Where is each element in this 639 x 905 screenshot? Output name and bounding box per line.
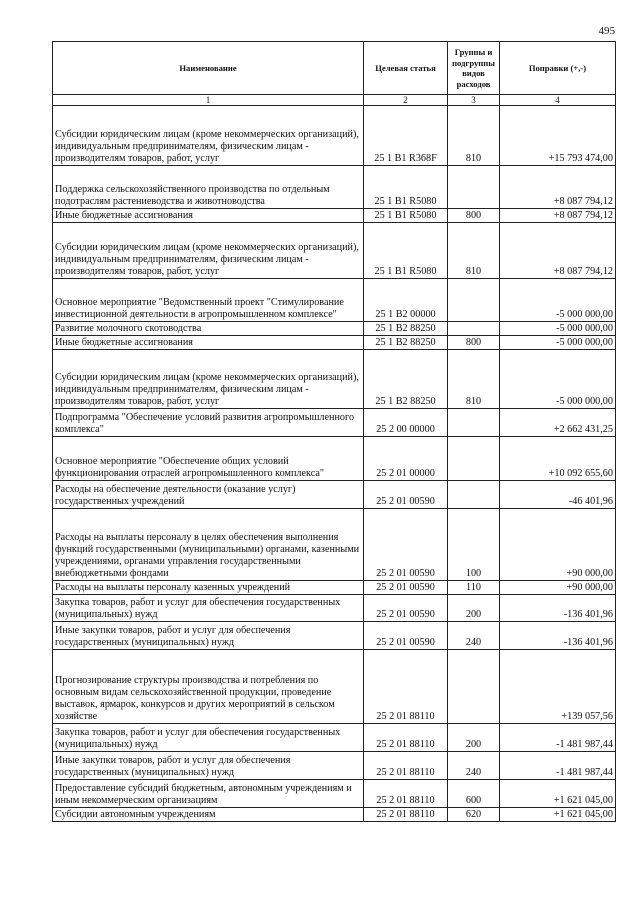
row-amount: +8 087 794,12 [500, 166, 616, 209]
row-amount: +8 087 794,12 [500, 209, 616, 223]
row-code: 25 2 01 00590 [364, 622, 448, 650]
table-row [53, 336, 616, 350]
table-row [53, 409, 616, 437]
row-name: Закупка товаров, работ и услуг для обеспечения государственных (муниципальных) нужд [53, 724, 364, 752]
row-name: Основное мероприятие "Ведомственный проект "Стимулирование инвестиционной деятельности в агропромышленном комплексе" [53, 279, 364, 322]
row-code: 25 1 B2 88250 [364, 336, 448, 350]
row-amount: +139 057,56 [500, 650, 616, 724]
row-amount: -46 401,96 [500, 481, 616, 509]
header-group: Группы и подгруппы видов расходов [448, 42, 500, 95]
table-row [53, 509, 616, 581]
table-row [53, 780, 616, 808]
table-row [53, 106, 616, 166]
row-name: Расходы на обеспечение деятельности (оказание услуг) государственных учреждений [53, 481, 364, 509]
row-name: Расходы на выплаты персоналу в целях обеспечения выполнения функций государственными (муниципальными) органами, казенными учреждениями, органами управления государственными внебюджетными фондами [53, 509, 364, 581]
column-number: 1 [53, 95, 364, 106]
row-name: Иные бюджетные ассигнования [53, 336, 364, 350]
row-amount: -136 401,96 [500, 622, 616, 650]
row-amount: +90 000,00 [500, 509, 616, 581]
row-name: Основное мероприятие "Обеспечение общих условий функционирования отраслей агропромышленного комплекса" [53, 437, 364, 481]
row-name: Поддержка сельскохозяйственного производства по отдельным подотраслям растениеводства и животноводства [53, 166, 364, 209]
row-name: Субсидии автономным учреждениям [53, 808, 364, 822]
row-code: 25 1 B1 R368F [364, 106, 448, 166]
row-amount: +90 000,00 [500, 581, 616, 595]
row-name: Развитие молочного скотоводства [53, 322, 364, 336]
row-code: 25 2 01 00590 [364, 509, 448, 581]
row-name: Закупка товаров, работ и услуг для обеспечения государственных (муниципальных) нужд [53, 595, 364, 622]
row-group: 200 [448, 724, 500, 752]
table-row [53, 350, 616, 409]
table-row [53, 622, 616, 650]
row-code: 25 2 00 00000 [364, 409, 448, 437]
row-code: 25 2 01 88110 [364, 780, 448, 808]
row-name: Иные закупки товаров, работ и услуг для обеспечения государственных (муниципальных) нужд [53, 752, 364, 780]
row-amount: +8 087 794,12 [500, 223, 616, 279]
header-name: Наименование [53, 42, 364, 95]
row-group: 810 [448, 350, 500, 409]
table-row [53, 437, 616, 481]
row-group: 100 [448, 509, 500, 581]
budget-amendments-table [52, 41, 616, 822]
row-group: 800 [448, 336, 500, 350]
row-name: Субсидии юридическим лицам (кроме некоммерческих организаций), индивидуальным предпринимателям, физическим лицам - производителям товаров, работ, услуг [53, 350, 364, 409]
table-row [53, 209, 616, 223]
row-group: 810 [448, 106, 500, 166]
row-group: 110 [448, 581, 500, 595]
table-row [53, 724, 616, 752]
row-group: 600 [448, 780, 500, 808]
row-group [448, 481, 500, 509]
row-group: 810 [448, 223, 500, 279]
row-group: 240 [448, 752, 500, 780]
row-code: 25 1 B1 R5080 [364, 223, 448, 279]
row-code: 25 1 B1 R5080 [364, 166, 448, 209]
row-code: 25 1 B2 88250 [364, 350, 448, 409]
row-amount: -5 000 000,00 [500, 279, 616, 322]
row-code: 25 2 01 88110 [364, 808, 448, 822]
row-group: 620 [448, 808, 500, 822]
row-code: 25 2 01 88110 [364, 650, 448, 724]
row-name: Субсидии юридическим лицам (кроме некоммерческих организаций), индивидуальным предпринимателям, физическим лицам - производителям товаров, работ, услуг [53, 223, 364, 279]
row-amount: +1 621 045,00 [500, 808, 616, 822]
row-amount: -136 401,96 [500, 595, 616, 622]
row-amount: +15 793 474,00 [500, 106, 616, 166]
row-name: Предоставление субсидий бюджетным, автономным учреждениям и иным некоммерческим организациям [53, 780, 364, 808]
table-row [53, 808, 616, 822]
row-group [448, 279, 500, 322]
row-code: 25 2 01 00000 [364, 437, 448, 481]
page-number: 495 [598, 25, 615, 37]
row-group [448, 166, 500, 209]
row-amount: -5 000 000,00 [500, 322, 616, 336]
row-code: 25 2 01 00590 [364, 481, 448, 509]
table-row [53, 581, 616, 595]
column-number-row [53, 95, 616, 106]
row-code: 25 2 01 00590 [364, 595, 448, 622]
header-code: Целевая статья [364, 42, 448, 95]
row-code: 25 2 01 88110 [364, 724, 448, 752]
row-group: 800 [448, 209, 500, 223]
table-row [53, 223, 616, 279]
table-header-row [53, 42, 616, 95]
row-code: 25 1 B2 00000 [364, 279, 448, 322]
row-group: 200 [448, 595, 500, 622]
row-amount: +1 621 045,00 [500, 780, 616, 808]
row-amount: -5 000 000,00 [500, 350, 616, 409]
row-group [448, 409, 500, 437]
column-number: 4 [500, 95, 616, 106]
table-row [53, 595, 616, 622]
row-code: 25 2 01 88110 [364, 752, 448, 780]
column-number: 2 [364, 95, 448, 106]
row-name: Прогнозирование структуры производства и потребления по основным видам сельскохозяйственной продукции, проведение выставок, ярмарок, конкурсов и других мероприятий в сельском хозяйстве [53, 650, 364, 724]
table-row [53, 166, 616, 209]
table-row [53, 650, 616, 724]
row-name: Подпрограмма "Обеспечение условий развития агропромышленного комплекса" [53, 409, 364, 437]
row-amount: -1 481 987,44 [500, 752, 616, 780]
row-code: 25 1 B1 R5080 [364, 209, 448, 223]
row-amount: +10 092 655,60 [500, 437, 616, 481]
row-amount: -1 481 987,44 [500, 724, 616, 752]
table-row [53, 752, 616, 780]
row-amount: +2 662 431,25 [500, 409, 616, 437]
row-group [448, 322, 500, 336]
header-amount: Поправки (+,-) [500, 42, 616, 95]
row-name: Расходы на выплаты персоналу казенных учреждений [53, 581, 364, 595]
row-name: Иные бюджетные ассигнования [53, 209, 364, 223]
table-row [53, 481, 616, 509]
row-group [448, 437, 500, 481]
table-row [53, 279, 616, 322]
row-name: Субсидии юридическим лицам (кроме некоммерческих организаций), индивидуальным предпринимателям, физическим лицам - производителям товаров, работ, услуг [53, 106, 364, 166]
row-name: Иные закупки товаров, работ и услуг для обеспечения государственных (муниципальных) нужд [53, 622, 364, 650]
row-amount: -5 000 000,00 [500, 336, 616, 350]
row-code: 25 2 01 00590 [364, 581, 448, 595]
row-code: 25 1 B2 88250 [364, 322, 448, 336]
row-group: 240 [448, 622, 500, 650]
row-group [448, 650, 500, 724]
column-number: 3 [448, 95, 500, 106]
table-row [53, 322, 616, 336]
